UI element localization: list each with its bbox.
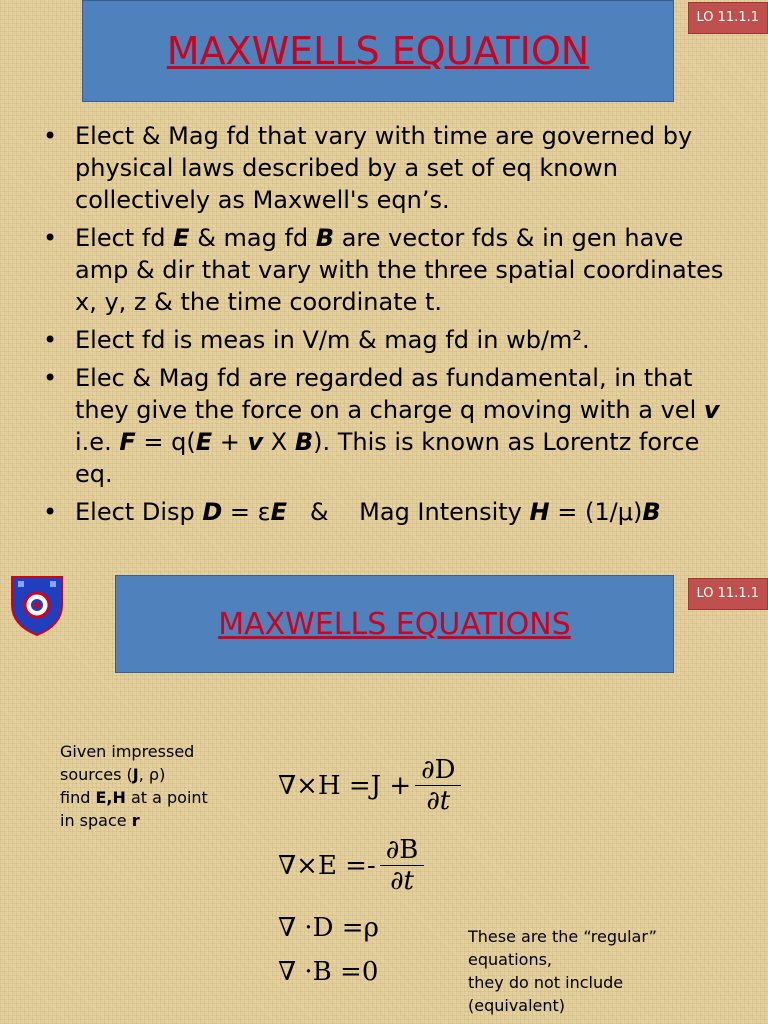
slide-2-title: MAXWELLS EQUATIONS bbox=[218, 606, 571, 642]
bullet-text-2b: & mag fd bbox=[189, 224, 316, 252]
fraction-dB-dt bbox=[380, 835, 425, 896]
given-line-3b: at a point bbox=[125, 788, 208, 807]
bullet-text-4e: X bbox=[263, 428, 295, 456]
bullet-text-4f: ). This is known as Lorentz force eq. bbox=[75, 428, 700, 488]
regular-equations-note bbox=[468, 925, 748, 1017]
lo-badge-2: LO 11.1.1 bbox=[688, 578, 768, 610]
equation-faraday-ampere bbox=[278, 755, 461, 816]
note-line-1: These are the “regular” bbox=[468, 927, 657, 946]
bullet-text-4b: i.e. bbox=[75, 428, 120, 456]
fraction-numerator: ∂D bbox=[415, 755, 461, 786]
bullet-text-4d: + bbox=[212, 428, 248, 456]
bullet-text-2a: Elect fd bbox=[75, 224, 174, 252]
note-line-4: (equivalent) bbox=[468, 996, 566, 1015]
bullet-text-1: Elect & Mag fd that vary with time are governed by physical laws described by a set of eq known collectively as Maxwell's eqn’s. bbox=[75, 122, 693, 214]
given-line-2a: sources ( bbox=[60, 765, 133, 784]
bullet-text-5b: = ε bbox=[222, 498, 271, 526]
note-line-3: they do not include bbox=[468, 973, 624, 992]
bullet-item-3 bbox=[43, 324, 743, 356]
symbol-v: v bbox=[703, 396, 720, 424]
bullet-item-2 bbox=[43, 222, 743, 318]
note-line-2: equations, bbox=[468, 950, 553, 969]
given-sources-text bbox=[60, 740, 260, 832]
slide-2 bbox=[0, 545, 768, 1024]
bullet-item-5 bbox=[43, 496, 743, 528]
slide-1-title: MAXWELLS EQUATION bbox=[166, 29, 590, 73]
symbol-EH: E,H bbox=[95, 788, 126, 807]
symbol-E: E bbox=[173, 224, 190, 252]
given-line-2b: , ρ) bbox=[138, 765, 166, 784]
symbol-F: F bbox=[119, 428, 136, 456]
bullet-item-4 bbox=[43, 362, 743, 490]
equation-1-lhs: ∇×H =J + bbox=[278, 770, 412, 801]
bullet-text-4c: = q( bbox=[135, 428, 196, 456]
fraction-denominator: ∂t bbox=[426, 786, 451, 816]
symbol-J: J bbox=[132, 765, 139, 784]
symbol-E: E bbox=[270, 498, 288, 526]
slide-1-title-box bbox=[82, 0, 674, 102]
institution-logo-icon bbox=[10, 575, 64, 637]
equation-gauss-electric bbox=[278, 913, 379, 943]
given-line-3 bbox=[60, 786, 260, 809]
bullet-text-5a: Elect Disp bbox=[75, 498, 203, 526]
bullet-item-1 bbox=[43, 120, 743, 216]
bullet-text-4a: Elec & Mag fd are regarded as fundamental, in that they give the force on a charge q moving with a vel bbox=[75, 364, 704, 424]
bullet-text-3: Elect fd is meas in V/m & mag fd in wb/m². bbox=[75, 326, 590, 354]
fraction-dD-dt bbox=[415, 755, 461, 816]
bullet-dot: • bbox=[43, 364, 58, 392]
bullet-text-2c: are vector fds & in gen have amp & dir that vary with the three spatial coordinates x, y, z & the time coordinate t. bbox=[75, 224, 724, 316]
fraction-numerator: ∂B bbox=[380, 835, 425, 866]
symbol-B: B bbox=[315, 224, 335, 252]
symbol-D: D bbox=[202, 498, 223, 526]
bullet-dot: • bbox=[43, 122, 58, 150]
bullet-text-5c: & Mag Intensity bbox=[287, 498, 530, 526]
equation-2-lhs: ∇×E =- bbox=[278, 850, 376, 881]
bullet-list bbox=[43, 120, 743, 534]
equation-4: ∇ ·B =0 bbox=[278, 957, 379, 987]
equation-gauss-magnetic bbox=[278, 957, 378, 987]
symbol-B: B bbox=[294, 428, 314, 456]
given-line-1: Given impressed bbox=[60, 742, 195, 761]
equation-faraday bbox=[278, 835, 424, 896]
bullet-dot: • bbox=[43, 224, 58, 252]
symbol-r: r bbox=[131, 811, 140, 830]
given-line-3a: find bbox=[60, 788, 96, 807]
symbol-B: B bbox=[642, 498, 661, 526]
symbol-H: H bbox=[529, 498, 550, 526]
given-line-2 bbox=[60, 763, 260, 786]
equation-3: ∇ ·D =ρ bbox=[278, 913, 379, 943]
bullet-dot: • bbox=[43, 498, 58, 526]
given-line-4 bbox=[60, 809, 260, 832]
symbol-v: v bbox=[247, 428, 264, 456]
given-line-4a: in space bbox=[60, 811, 132, 830]
bullet-dot: • bbox=[43, 326, 58, 354]
fraction-denominator: ∂t bbox=[390, 866, 414, 896]
bullet-text-5d: = (1/μ) bbox=[549, 498, 643, 526]
lo-badge-1: LO 11.1.1 bbox=[688, 2, 768, 34]
symbol-E: E bbox=[195, 428, 213, 456]
slide-2-title-box bbox=[115, 575, 674, 673]
